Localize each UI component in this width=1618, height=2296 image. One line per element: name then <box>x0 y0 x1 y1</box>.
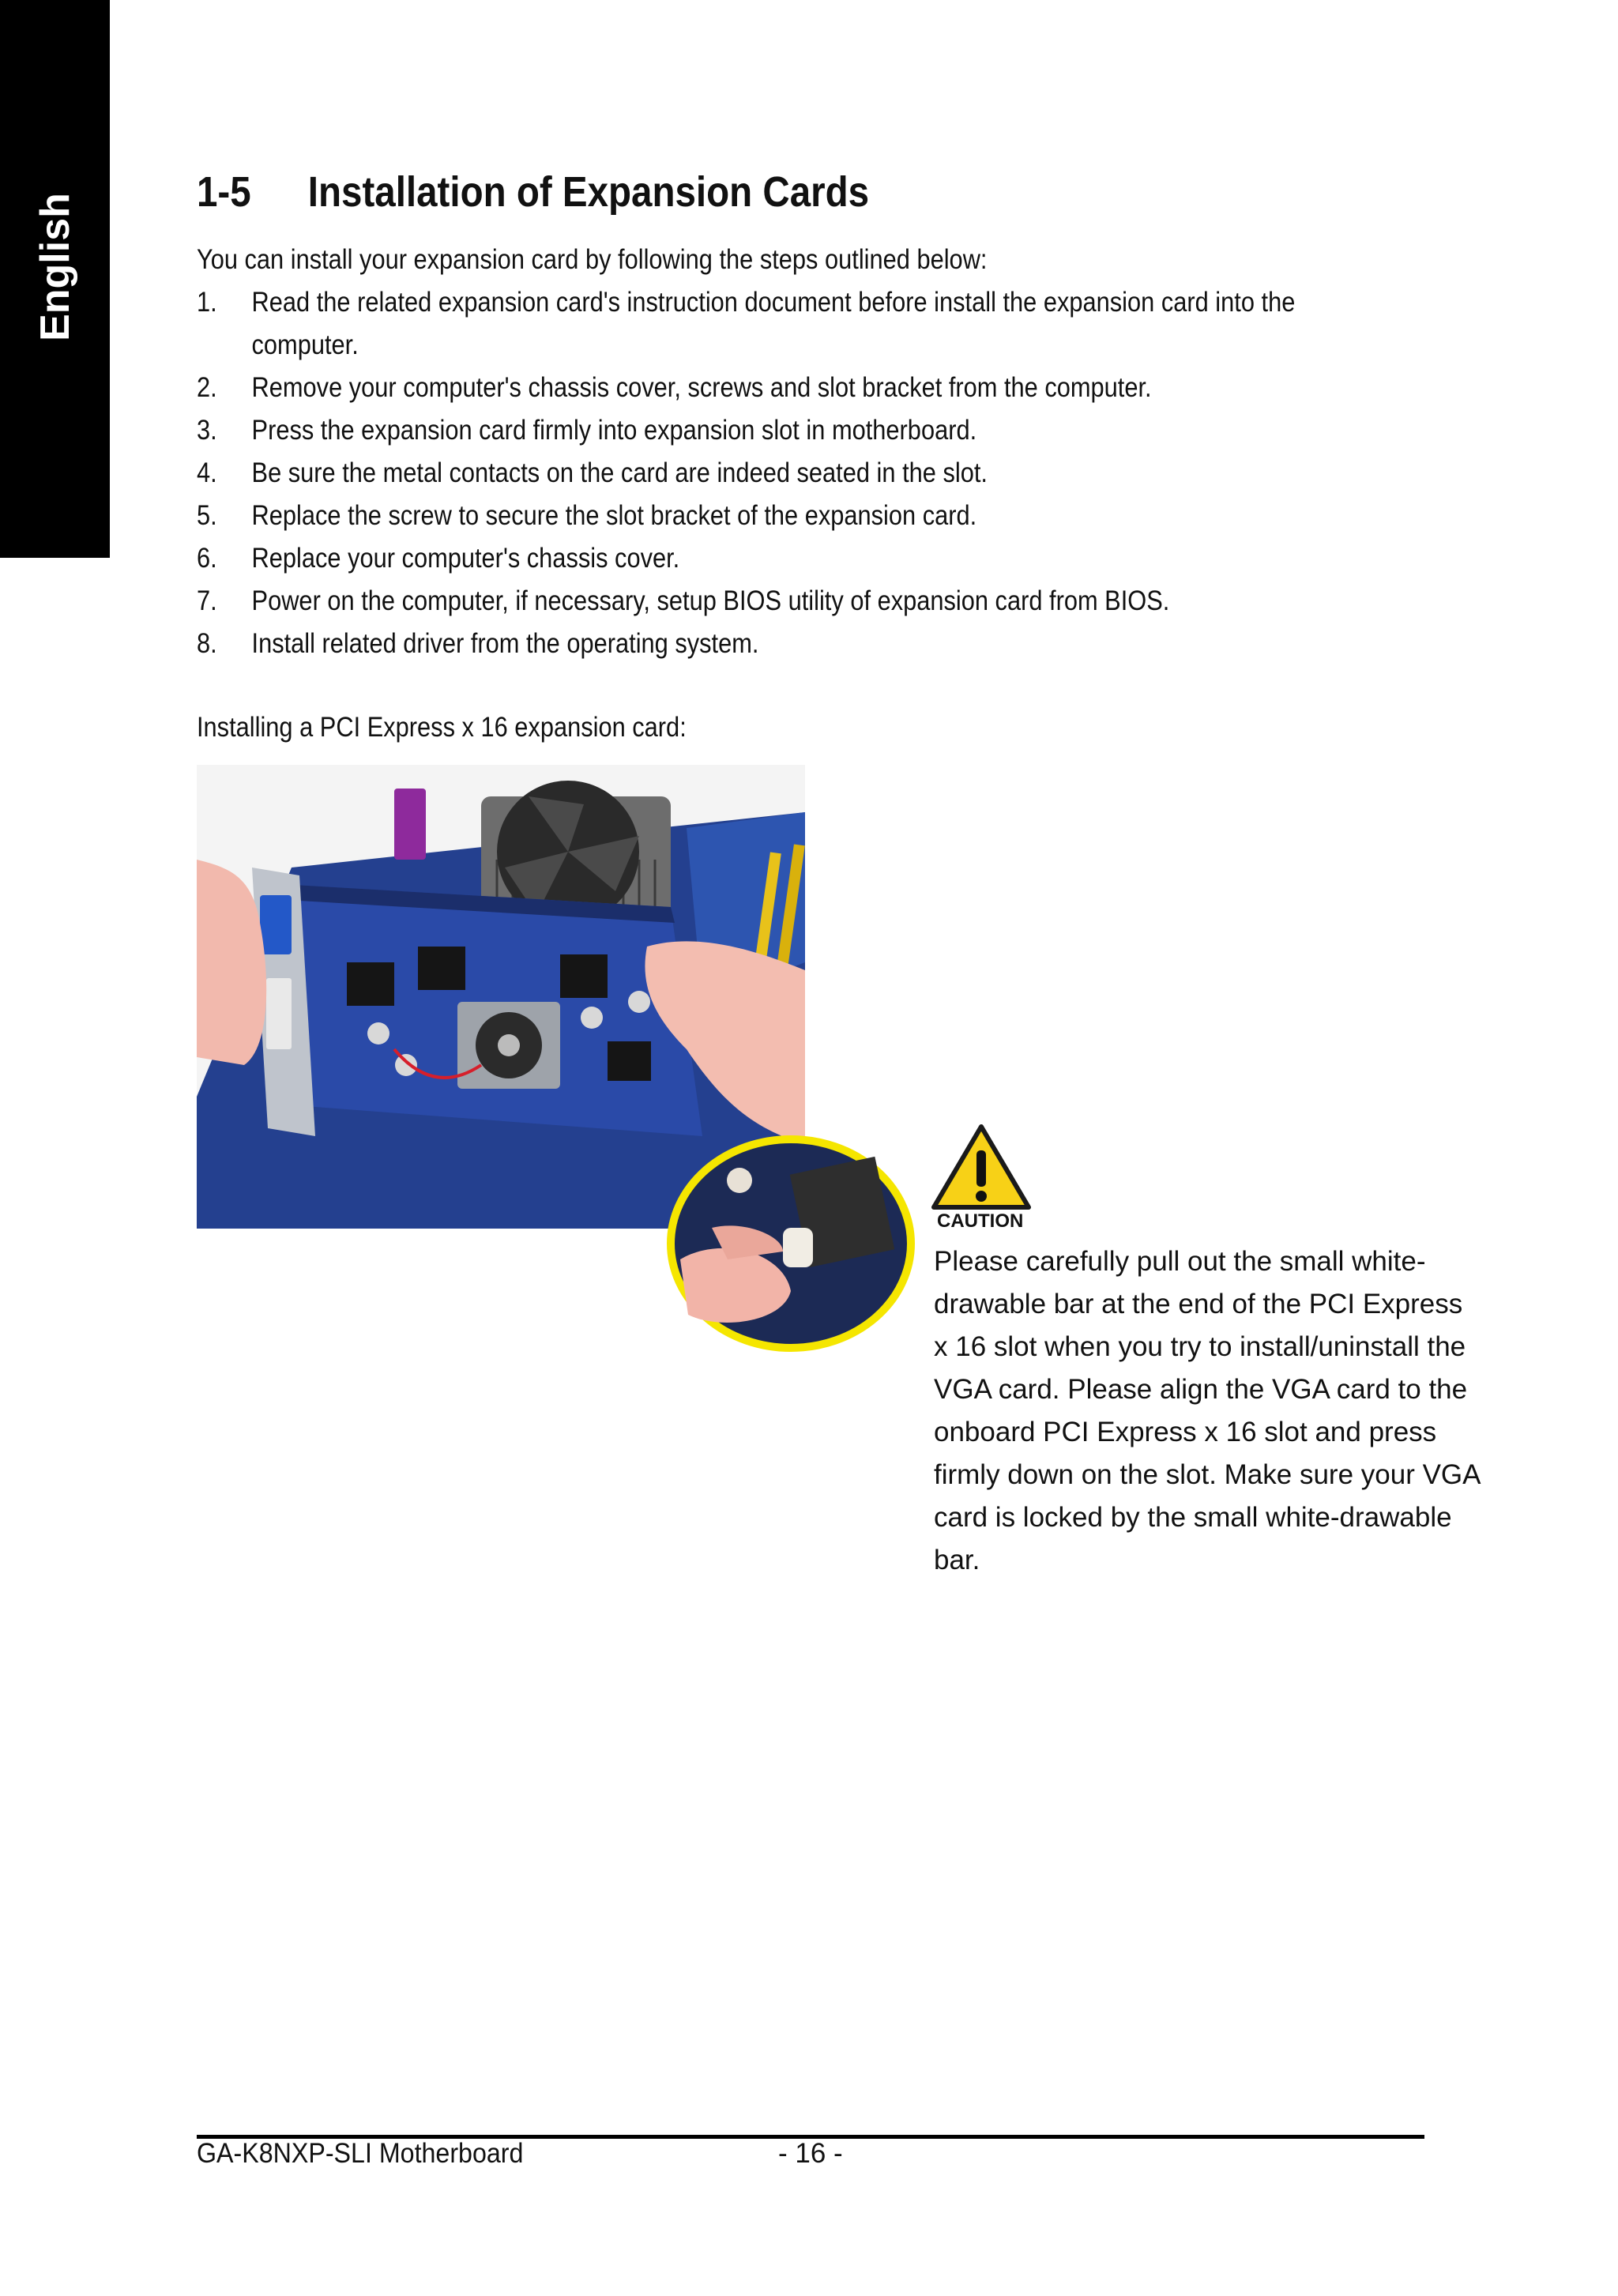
section-number: 1-5 <box>197 168 251 216</box>
caution-label: CAUTION <box>937 1210 1024 1232</box>
step-number: 7. <box>197 585 217 616</box>
caution-note <box>934 1240 1481 1582</box>
installation-steps <box>197 281 1295 665</box>
caution-warning-icon <box>929 1122 1033 1218</box>
step-number: 2. <box>197 372 217 403</box>
footer-product-name: GA-K8NXP-SLI Motherboard <box>197 2138 524 2169</box>
step-text: Replace the screw to secure the slot bracket of the expansion card. <box>251 500 977 531</box>
step-number: 4. <box>197 457 217 488</box>
intro-text: You can install your expansion card by following the steps outlined below: <box>197 244 988 275</box>
step-number: 5. <box>197 500 217 531</box>
step-item <box>197 367 1295 409</box>
vga-card <box>252 868 702 1136</box>
step-item <box>197 580 1295 623</box>
caution-line: firmly down on the slot. Make sure your VGA <box>934 1459 1481 1490</box>
section-title: Installation of Expansion Cards <box>307 168 870 216</box>
step-text: Be sure the metal contacts on the card are indeed seated in the slot. <box>251 457 988 488</box>
caution-line: x 16 slot when you try to install/uninstall the <box>934 1331 1466 1362</box>
caution-line: onboard PCI Express x 16 slot and press <box>934 1417 1437 1447</box>
caution-line: Please carefully pull out the small white- <box>934 1246 1426 1277</box>
step-item <box>197 409 1295 452</box>
step-item <box>197 537 1295 580</box>
step-item <box>197 281 1295 367</box>
page-number: - 16 - <box>778 2138 843 2169</box>
caution-line: bar. <box>934 1545 980 1575</box>
step-number: 3. <box>197 415 217 446</box>
step-text: Power on the computer, if necessary, setup BIOS utility of expansion card from BIOS. <box>251 585 1170 616</box>
section-heading <box>197 167 869 216</box>
language-tab <box>0 0 110 558</box>
step-text-continued: computer. <box>251 329 359 360</box>
caution-line: drawable bar at the end of the PCI Express <box>934 1289 1463 1319</box>
slot-latch-closeup <box>664 1133 917 1354</box>
step-item <box>197 495 1295 537</box>
step-text: Read the related expansion card's instruction document before install the expansion card into the <box>251 287 1296 318</box>
step-text: Remove your computer's chassis cover, screws and slot bracket from the computer. <box>251 372 1152 403</box>
step-number: 6. <box>197 543 217 574</box>
step-item <box>197 623 1295 665</box>
step-number: 1. <box>197 287 217 318</box>
caution-line: VGA card. Please align the VGA card to the <box>934 1374 1468 1405</box>
subheading: Installing a PCI Express x 16 expansion card: <box>197 712 687 743</box>
step-item <box>197 452 1295 495</box>
step-text: Replace your computer's chassis cover. <box>251 543 680 574</box>
step-text: Install related driver from the operating system. <box>251 628 759 659</box>
step-number: 8. <box>197 628 217 659</box>
language-tab-label: English <box>32 193 78 341</box>
caution-line: card is locked by the small white-drawable <box>934 1502 1452 1533</box>
step-text: Press the expansion card firmly into expansion slot in motherboard. <box>251 415 977 446</box>
